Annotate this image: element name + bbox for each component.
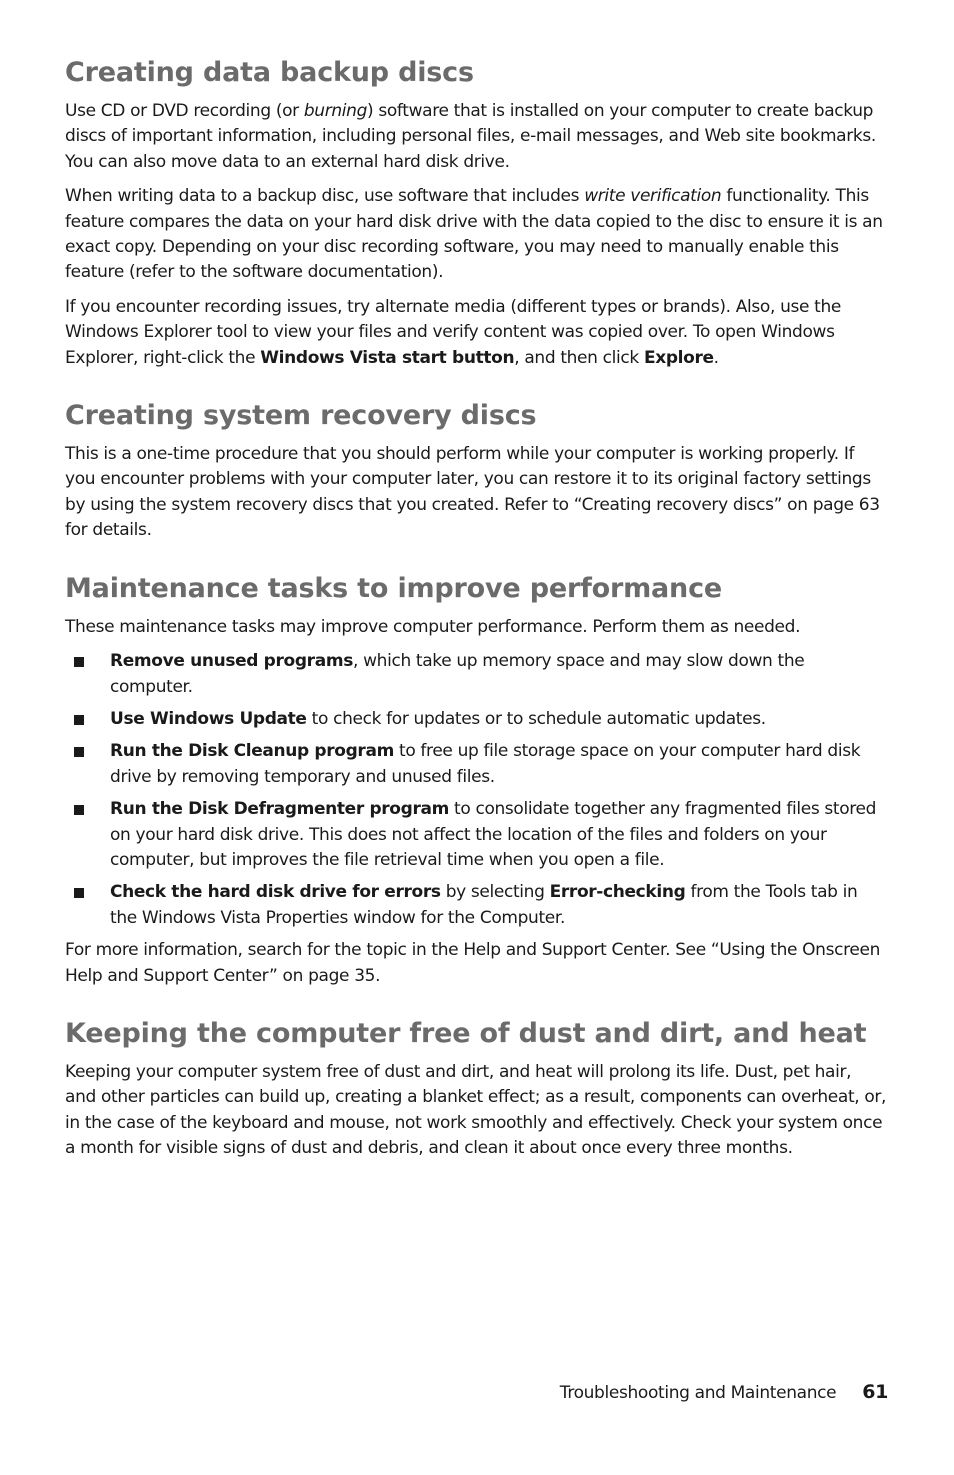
- heading-recovery-discs: Creating system recovery discs: [65, 400, 537, 432]
- square-bullet-icon: [74, 657, 84, 667]
- list-item: Run the Disk Cleanup program to free up file storage space on your computer hard disk drive by removing temporary and unused files.: [65, 739, 887, 790]
- list-item: Run the Disk Defragmenter program to consolidate together any fragmented files stored on your hard disk drive. This does not affect the location of the files and folders on your computer, but improves the file retrieval time when you open a file.: [65, 797, 887, 873]
- heading-dust: Keeping the computer free of dust and dirt, and heat: [65, 1017, 867, 1049]
- section-backup-discs: [65, 55, 887, 371]
- square-bullet-icon: [74, 715, 84, 725]
- paragraph-dust: Keeping your computer system free of dust and dirt, and heat will prolong its life. Dust, pet hair, and other particles can build up, creating a blanket effect; as a result, components can overheat, or, in the case of the keyboard and mouse, not work smoothly and effectively. Check your system once a month for visible signs of dust and debris, and clean it about once every three months.: [65, 1061, 887, 1159]
- heading-backup-discs: Creating data backup discs: [65, 57, 474, 88]
- section-recovery-discs: [65, 398, 887, 544]
- square-bullet-icon: [74, 747, 84, 757]
- page-number: 61: [862, 1381, 888, 1403]
- paragraph-backup-1: Use CD or DVD recording (or burning) software that is installed on your computer to create backup discs of important information, including personal files, e-mail messages, and Web site bookmarks. You can also move data to an external hard disk drive.: [65, 101, 876, 172]
- square-bullet-icon: [74, 888, 84, 898]
- maintenance-task-list: [65, 649, 887, 931]
- paragraph-backup-3: If you encounter recording issues, try alternate media (different types or brands). Also, use the Windows Explorer tool to view your files and verify content was copied over. To open Windows Explorer, right-click the Windows Vista start button, and then click Explore.: [65, 296, 842, 368]
- section-maintenance: [65, 571, 887, 989]
- paragraph-maintenance-intro: These maintenance tasks may improve computer performance. Perform them as needed.: [65, 616, 801, 637]
- heading-maintenance: Maintenance tasks to improve performance: [65, 572, 722, 604]
- page-footer: [560, 1381, 888, 1403]
- section-dust: [65, 1016, 887, 1162]
- list-item: Use Windows Update to check for updates or to schedule automatic updates.: [65, 707, 887, 732]
- list-item: Check the hard disk drive for errors by selecting Error-checking from the Tools tab in the Windows Vista Properties window for the Computer.: [65, 880, 887, 931]
- footer-chapter-title: Troubleshooting and Maintenance: [559, 1383, 837, 1403]
- paragraph-maintenance-outro: For more information, search for the topic in the Help and Support Center. See “Using the Onscreen Help and Support Center” on page 35.: [65, 940, 881, 986]
- paragraph-backup-2: When writing data to a backup disc, use software that includes write verification functionality. This feature compares the data on your hard disk drive with the data copied to the disc to ensure it is an exact copy. Depending on your disc recording software, you may need to manually enable this feature (refer to the software documentation).: [65, 186, 883, 283]
- list-item: Remove unused programs, which take up memory space and may slow down the computer.: [65, 649, 887, 700]
- paragraph-recovery: This is a one-time procedure that you should perform while your computer is working properly. If you encounter problems with your computer later, you can restore it to its original factory settings by using the system recovery discs that you created. Refer to “Creating recovery discs” on page 63 for details.: [65, 444, 880, 541]
- document-page: [65, 55, 887, 1189]
- square-bullet-icon: [74, 805, 84, 815]
